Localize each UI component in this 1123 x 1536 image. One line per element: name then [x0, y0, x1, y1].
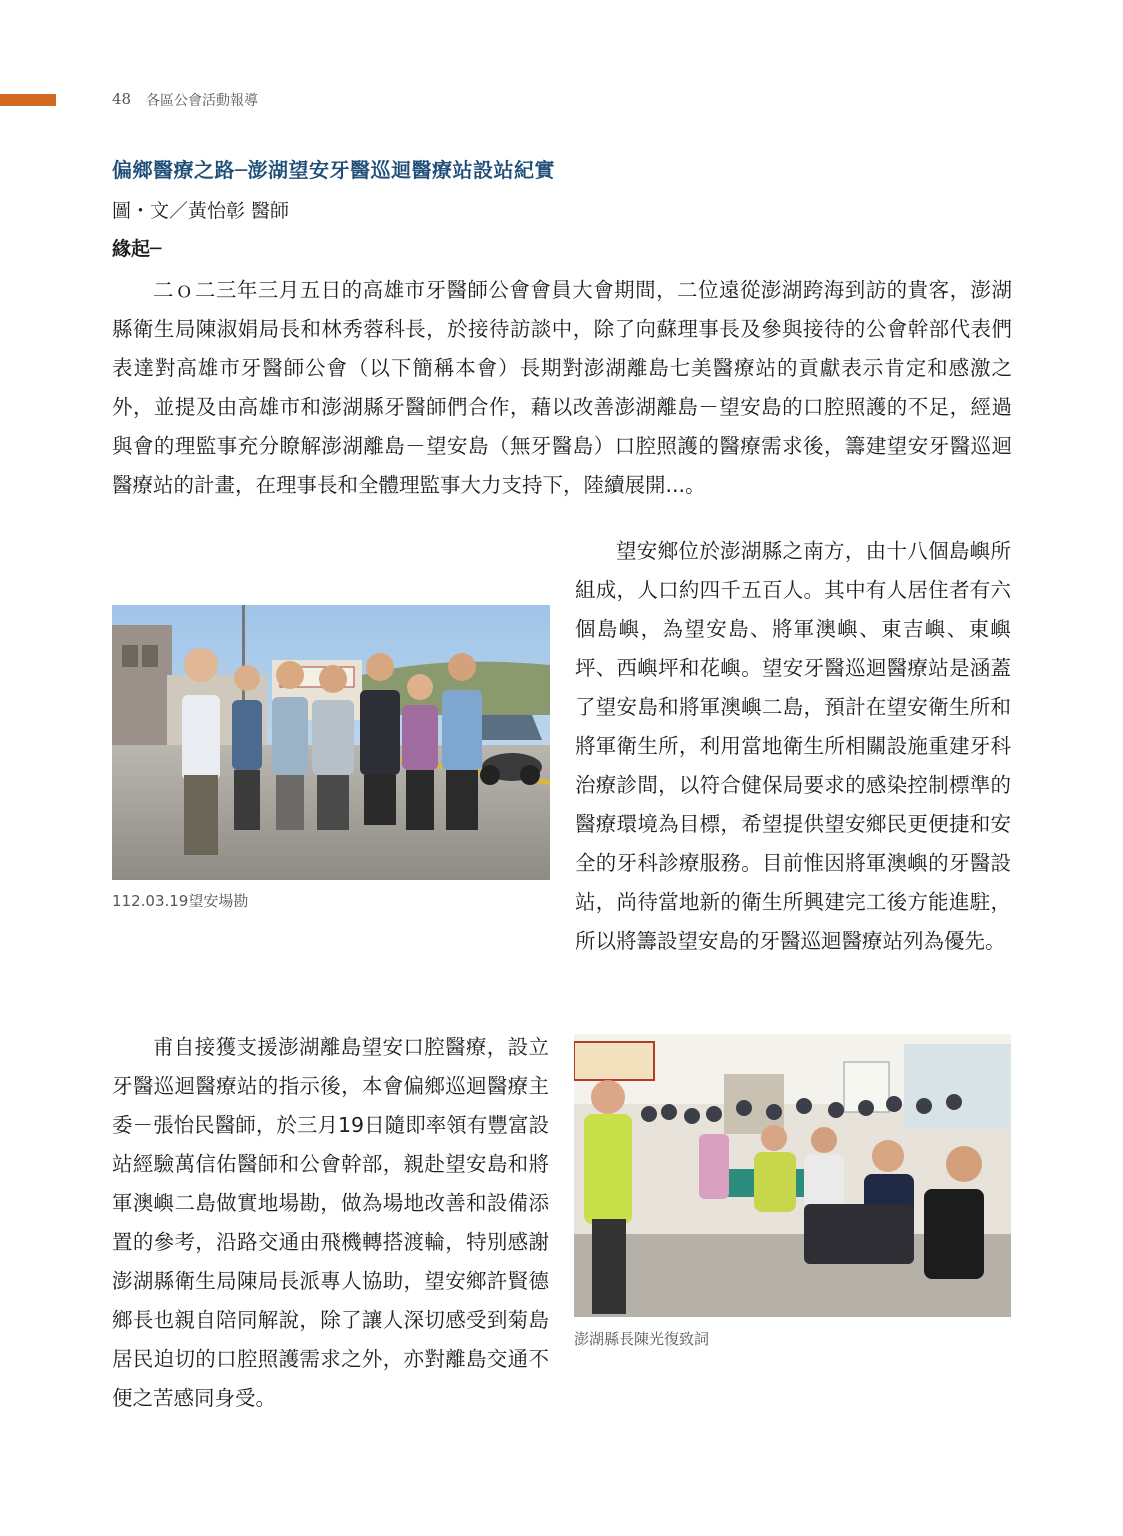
article-byline: 圖・文／黃怡彰 醫師 — [112, 200, 290, 222]
paragraph-intro: 二ｏ二三年三月五日的高雄市牙醫師公會會員大會期間，二位遠從澎湖跨海到訪的貴客，澎湖縣衛生局陳淑娟局長和林秀蓉科長，於接待訪談中，除了向蘇理事長及參與接待的公會幹部代表們表達對高雄市牙醫師公會（以下簡稱本會）長期對澎湖離島七美醫療站的貢獻表示肯定和感激之外，並提及由高雄市和澎湖縣牙醫師們合作，藉以改善澎湖離島－望安島的口腔照護的不足，經過與會的理監事充分瞭解澎湖離島－望安島（無牙醫島）口腔照護的醫療需求後，籌建望安牙醫巡迴醫療站的計畫，在理事長和全體理監事大力支持下，陸續展開...。 — [112, 278, 1012, 497]
page-number: 48 — [112, 90, 132, 108]
photo-caption-site-survey: 112.03.19望安場勘 — [112, 892, 249, 910]
article-title: 偏鄉醫療之路─澎湖望安牙醫巡迴醫療站設站紀實 — [112, 158, 556, 182]
section-subheading: 緣起─ — [112, 238, 162, 260]
header-accent-bar — [0, 94, 56, 106]
photo-site-survey-illustration — [112, 605, 550, 880]
photo-county-speech — [574, 1034, 1011, 1317]
photo-caption-county-speech: 澎湖縣長陳光復致詞 — [574, 1330, 710, 1348]
section-title: 各區公會活動報導 — [146, 93, 258, 109]
paragraph-wangan-overview: 望安鄉位於澎湖縣之南方，由十八個島嶼所組成，人口約四千五百人。其中有人居住者有六個島嶼，為望安島、將軍澳嶼、東吉嶼、東嶼坪、西嶼坪和花嶼。望安牙醫巡迴醫療站是涵蓋了望安島和將軍澳嶼二島，預計在望安衛生所和將軍衛生所，利用當地衛生所相關設施重建牙科治療診間，以符合健保局要求的感染控制標準的醫療環境為目標，希望提供望安鄉民更便捷和安全的牙科診療服務。目前惟因將軍澳嶼的牙醫設站，尚待當地新的衛生所興建完工後方能進駐，所以將籌設望安島的牙醫巡迴醫療站列為優先。 — [575, 539, 1011, 953]
photo-site-survey — [112, 605, 550, 880]
photo-county-speech-illustration — [574, 1034, 1011, 1317]
paragraph-site-visit: 甫自接獲支援澎湖離島望安口腔醫療，設立牙醫巡迴醫療站的指示後，本會偏鄉巡迴醫療主委－張怡民醫師，於三月19日隨即率領有豐富設站經驗萬信佑醫師和公會幹部，親赴望安島和將軍澳嶼二島做實地場勘，做為場地改善和設備添置的參考，沿路交通由飛機轉搭渡輪，特別感謝澎湖縣衛生局陳局長派專人協助，望安鄉許賢德鄉長也親自陪同解說，除了讓人深切感受到菊島居民迫切的口腔照護需求之外，亦對離島交通不便之苦感同身受。 — [112, 1035, 549, 1410]
